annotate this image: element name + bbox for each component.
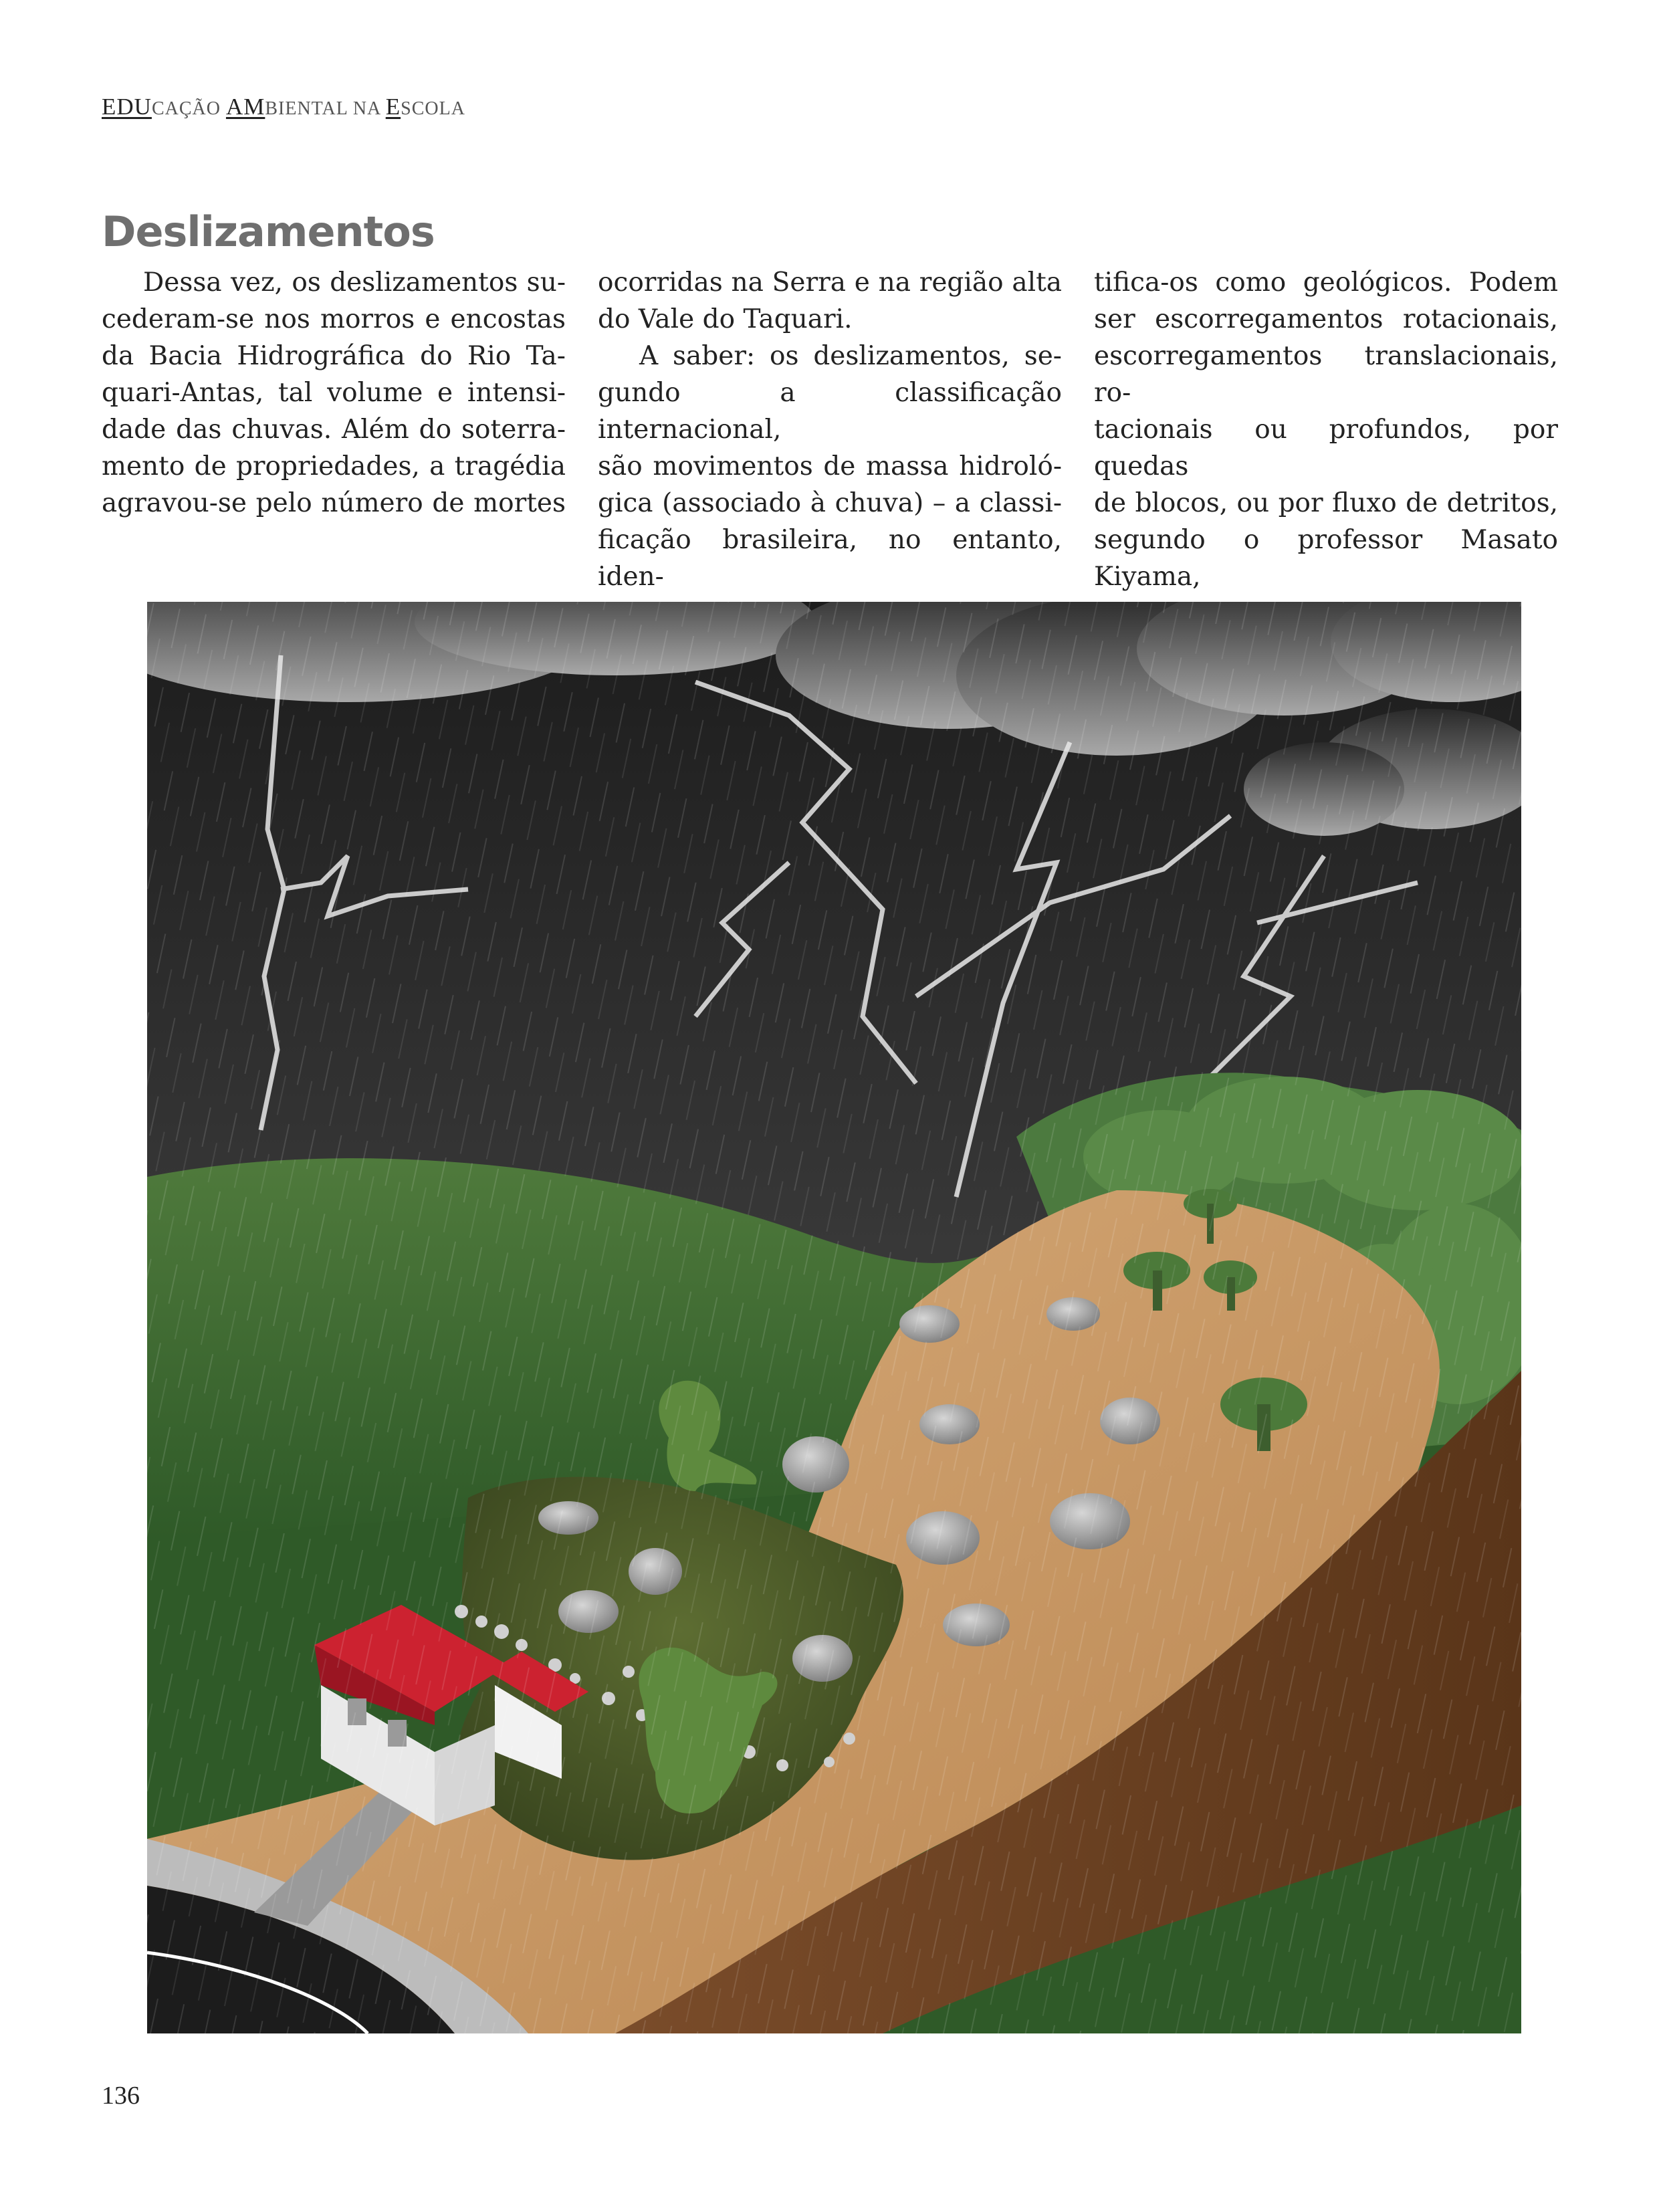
header-e-initial: E xyxy=(385,94,401,120)
landslide-illustration xyxy=(147,602,1521,2033)
text-line: segundo o professor Masato Kiyama, xyxy=(1094,525,1558,592)
header-am-rest: BIENTAL NA xyxy=(265,98,386,119)
text-line: gica (associado à chuva) – a classi- xyxy=(598,488,1062,518)
text-line: tacionais ou profundos, por quedas xyxy=(1094,415,1558,481)
rain-overlay xyxy=(147,602,1521,2033)
header-edu-rest: CAÇÃO xyxy=(151,98,226,119)
page-number: 136 xyxy=(102,2082,140,2110)
text-line: ser escorregamentos rotacionais, xyxy=(1094,304,1558,334)
running-header xyxy=(102,94,465,120)
body-text xyxy=(102,264,1558,592)
text-line: A saber: os deslizamentos, se- xyxy=(639,341,1062,371)
header-e-rest: SCOLA xyxy=(401,98,465,119)
text-line: Dessa vez, os deslizamentos su- xyxy=(143,267,566,298)
text-line: são movimentos de massa hidroló- xyxy=(598,451,1062,481)
text-line: da Bacia Hidrográfica do Rio Ta- xyxy=(102,341,566,371)
text-line: mento de propriedades, a tragédia xyxy=(102,451,566,481)
text-line: dade das chuvas. Além do soterra- xyxy=(102,415,566,445)
text-column-1 xyxy=(102,264,566,522)
text-line: ficação brasileira, no entanto, iden- xyxy=(598,525,1062,592)
text-line: quari-Antas, tal volume e intensi- xyxy=(102,378,566,408)
page-title: Deslizamentos xyxy=(102,207,435,256)
text-column-3 xyxy=(1094,264,1558,632)
text-line: escorregamentos translacionais, ro- xyxy=(1094,341,1558,408)
text-line: cederam-se nos morros e encostas xyxy=(102,304,566,334)
text-line: agravou-se pelo número de mortes xyxy=(102,488,566,518)
text-line: de blocos, ou por fluxo de detritos, xyxy=(1094,488,1558,518)
text-line: do Vale do Taquari. xyxy=(598,304,853,334)
header-am-initial: AM xyxy=(225,94,265,120)
header-edu-initial: EDU xyxy=(102,94,152,120)
text-line: tifica-os como geológicos. Podem xyxy=(1094,267,1558,298)
text-column-2 xyxy=(598,264,1062,595)
illustration-canvas xyxy=(147,602,1521,2033)
text-line: gundo a classificação internacional, xyxy=(598,378,1062,445)
text-line: ocorridas na Serra e na região alta xyxy=(598,267,1062,298)
